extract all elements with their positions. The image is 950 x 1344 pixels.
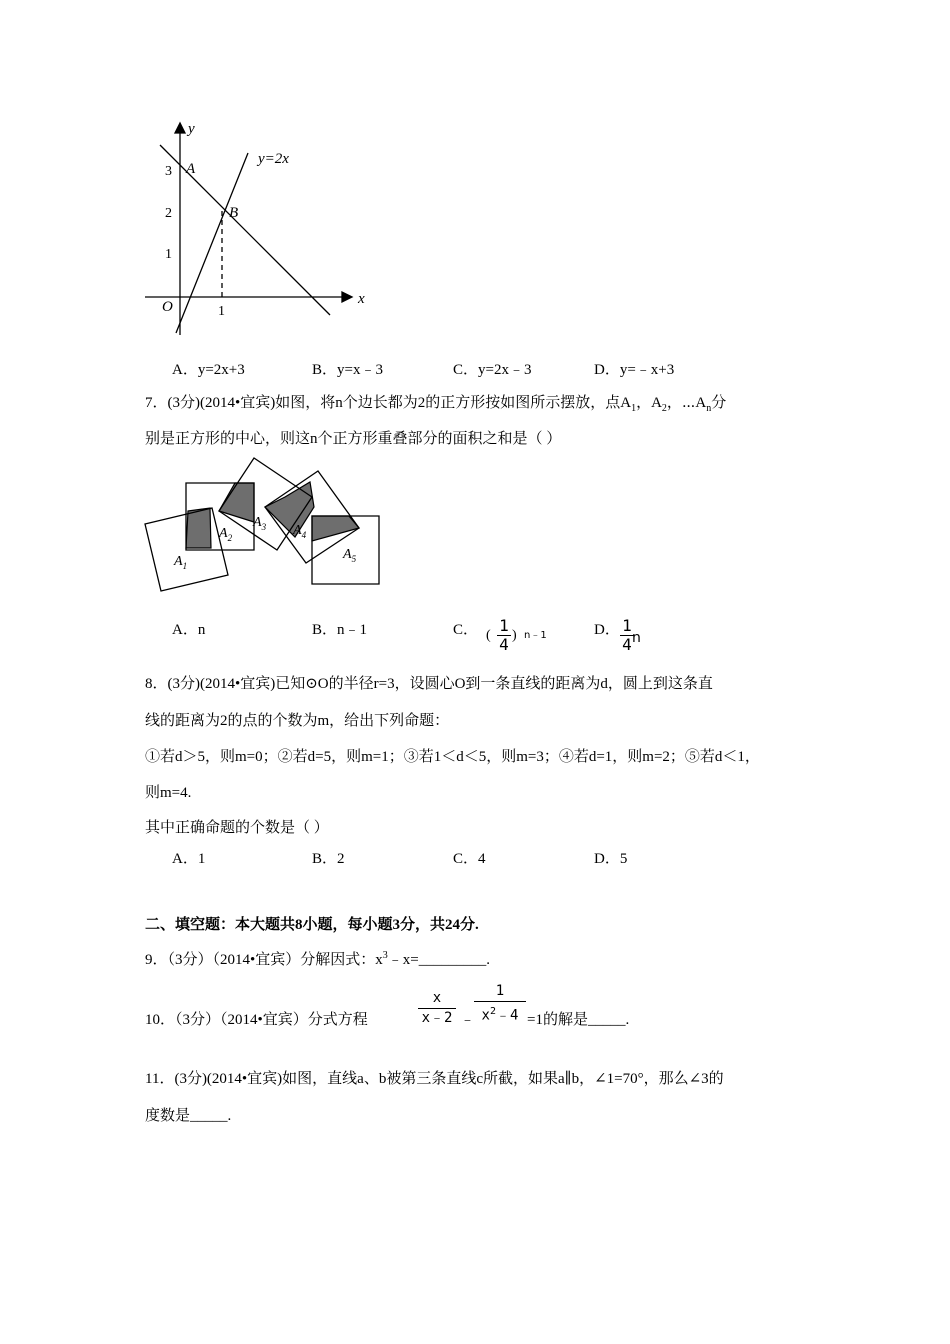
q6-option-b[interactable]: B．y=x﹣3	[312, 362, 383, 378]
label-a3: $A_3$	[253, 515, 267, 532]
q9-line	[145, 948, 490, 969]
q7-text-prefix: 7．(3分)(2014•宜宾)如图，将n个边长都为2的正方形按如图所示摆放，点A	[145, 395, 632, 411]
q7-option-d-denominator: 4	[620, 635, 634, 654]
tick-label-x1: 1	[218, 304, 225, 319]
q7-sep-1: ，A	[636, 395, 662, 411]
q6-option-d[interactable]: D．y=﹣x+3	[594, 362, 675, 378]
q7-sub-2: 2	[661, 403, 667, 414]
origin-label: O	[162, 299, 173, 315]
q9-sup: 3	[382, 950, 388, 961]
label-a4: $A_4$	[293, 523, 307, 540]
tick-label-3: 3	[165, 164, 172, 179]
q7-option-d[interactable]: D．	[594, 622, 620, 638]
q8-option-b[interactable]: B．2	[312, 851, 345, 867]
q10-fraction-2	[474, 982, 526, 1026]
q7-sep-2: ，⋯A	[666, 395, 707, 411]
q10-suffix: =1的解是_____.	[527, 1012, 630, 1028]
q8-option-c[interactable]: C．4	[453, 851, 486, 867]
q10-fraction-1	[418, 989, 456, 1028]
q10-frac1-numerator: x	[432, 990, 442, 1006]
q7-sub-1: 1	[631, 403, 637, 414]
q11-line-1: 11．(3分)(2014•宜宾)如图，直线a、b被第三条直线c所截，如果a∥b，∠1=70°，那么∠3的	[145, 1071, 724, 1087]
q7-sub-n: n	[706, 403, 712, 414]
axis-label-y: y	[188, 121, 195, 137]
q7-option-c-numerator: 1	[499, 616, 509, 635]
label-a5: $A_5$	[343, 547, 357, 564]
q8-line-1: 8．(3分)(2014•宜宾)已知⊙O的半径r=3，设圆心O到一条直线的距离为d，圆上到这条直	[145, 676, 713, 692]
q6-option-c[interactable]: C．y=2x﹣3	[453, 362, 532, 378]
q8-line-5: 其中正确命题的个数是（ ）	[145, 820, 329, 836]
q8-line-4: 则m=4.	[145, 785, 192, 801]
q10-minus: ﹣	[460, 1012, 476, 1028]
tick-label-1: 1	[165, 247, 172, 262]
q9-suffix: ﹣x=_________.	[387, 952, 490, 968]
label-a1: $A_1$	[174, 554, 188, 571]
axis-label-x: x	[358, 291, 365, 307]
tick-label-2: 2	[165, 206, 172, 221]
q8-line-3: ①若d＞5，则m=0；②若d=5，则m=1；③若1＜d＜5，则m=3；④若d=1，则m=2；⑤若d＜1，	[145, 749, 760, 765]
q10-frac2-den-x: x	[481, 1007, 490, 1024]
q7-text-suffix: 分	[711, 395, 727, 411]
q8-option-a[interactable]: A．1	[172, 851, 206, 867]
linear-graph-figure	[140, 115, 380, 345]
q6-option-a[interactable]: A．y=2x+3	[172, 362, 245, 378]
q10-prefix: 10．（3分）（2014•宜宾）分式方程	[145, 1012, 368, 1028]
q7-option-b[interactable]: B．n﹣1	[312, 622, 368, 638]
q7-option-a[interactable]: A．n	[172, 622, 206, 638]
q10-frac1-denominator: x﹣2	[418, 1008, 456, 1028]
line-label: y=2x	[258, 151, 289, 167]
q7-option-c-fraction	[497, 617, 511, 654]
x-axis-arrow	[342, 292, 352, 302]
overlapping-squares-figure	[140, 455, 390, 600]
q8-line-2: 线的距离为2的点的个数为m，给出下列命题：	[145, 713, 450, 729]
q7-line-2: 别是正方形的中心，则这n个正方形重叠部分的面积之和是（ ）	[145, 431, 562, 447]
label-a2: $A_2$	[219, 526, 233, 543]
section-2-heading: 二、填空题：本大题共8小题，每小题3分，共24分.	[145, 917, 479, 933]
q7-option-d-numerator: 1	[622, 616, 632, 635]
point-a-label: A	[186, 161, 196, 177]
q7-option-c-paren-close: )	[512, 628, 517, 643]
q7-option-c-paren-open: (	[486, 628, 491, 643]
q10-frac2-den-sup: 2	[489, 1006, 497, 1017]
q7-option-c[interactable]: C．	[453, 622, 479, 638]
q10-frac2-denominator	[474, 1001, 526, 1026]
q7-option-c-exponent: n﹣1	[524, 630, 547, 641]
point-b-label: B	[229, 205, 239, 221]
shade-4	[312, 516, 359, 541]
line-y-2x	[176, 153, 248, 333]
q7-line-1	[145, 391, 726, 414]
q7-option-d-n: n	[632, 630, 641, 646]
q8-option-d[interactable]: D．5	[594, 851, 628, 867]
shade-1	[186, 508, 211, 548]
q11-line-2: 度数是_____.	[145, 1108, 232, 1124]
q9-prefix: 9．（3分）（2014•宜宾）分解因式：x	[145, 952, 383, 968]
y-axis-arrow	[175, 123, 185, 133]
q10-frac2-den-rest: ﹣4	[496, 1007, 519, 1024]
q10-frac2-numerator: 1	[495, 983, 505, 999]
q7-option-c-denominator: 4	[497, 635, 511, 654]
